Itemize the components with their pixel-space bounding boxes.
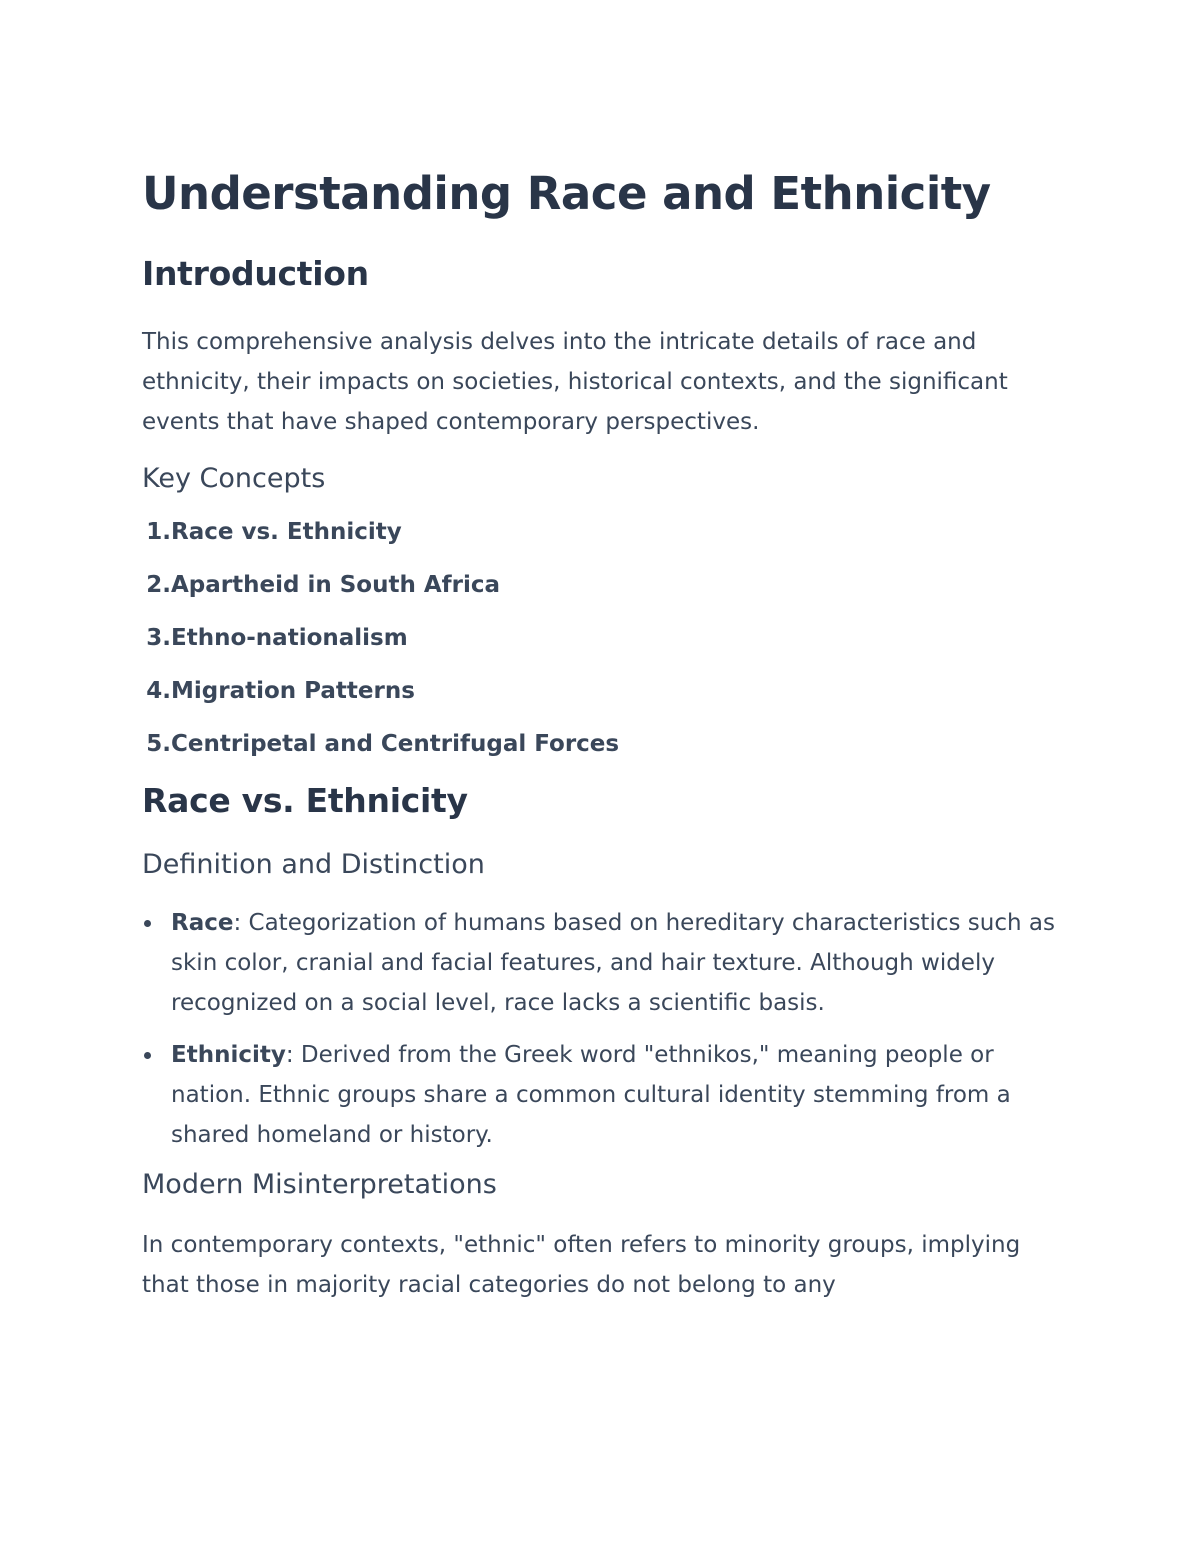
key-concepts-heading: Key Concepts [142,463,326,494]
key-concept-item [142,515,1072,549]
key-concept-label: Migration Patterns [171,678,415,704]
definition-term: Race [171,910,234,936]
key-concept-item [142,621,1072,655]
key-concepts-list [142,515,1072,761]
bullet-icon [144,920,151,927]
key-concept-label: Apartheid in South Africa [171,572,501,598]
modern-misinterpretations-heading: Modern Misinterpretations [142,1169,497,1200]
key-concept-item [142,568,1072,602]
introduction-heading: Introduction [142,254,369,293]
bullet-icon [144,1052,151,1059]
modern-misinterpretations-paragraph: In contemporary contexts, "ethnic" often refers to minority groups, implying that those in majority racial categories do not belong to any [142,1232,1021,1298]
definition-text: : Categorization of humans based on hereditary characteristics such as skin color, cranial and facial features, and hair texture. Although widely recognized on a social level, race lacks a scientific basis. [171,910,1055,1016]
key-concept-number: 3. [146,625,171,651]
race-vs-ethnicity-heading: Race vs. Ethnicity [142,781,468,820]
introduction-paragraph: This comprehensive analysis delves into the intricate details of race and ethnicity, their impacts on societies, historical contexts, and the significant events that have shaped contemporary perspectives. [142,329,1008,435]
key-concept-number: 1. [146,519,171,545]
definition-term: Ethnicity [171,1042,286,1068]
key-concept-item [142,674,1072,708]
key-concept-number: 4. [146,678,171,704]
key-concept-label: Race vs. Ethnicity [171,519,402,545]
definition-item [142,903,1072,1023]
key-concept-label: Centripetal and Centrifugal Forces [171,731,620,757]
document-page [142,166,1072,1305]
definition-item [142,1035,1072,1155]
definition-heading: Definition and Distinction [142,849,485,880]
key-concept-label: Ethno-nationalism [171,625,408,651]
definition-text: : Derived from the Greek word "ethnikos," meaning people or nation. Ethnic groups share a common cultural identity stemming from a shared homeland or history. [171,1042,1011,1148]
definition-list [142,903,1072,1155]
document-title: Understanding Race and Ethnicity [142,167,991,220]
key-concept-number: 2. [146,572,171,598]
key-concept-number: 5. [146,731,171,757]
key-concept-item [142,727,1072,761]
